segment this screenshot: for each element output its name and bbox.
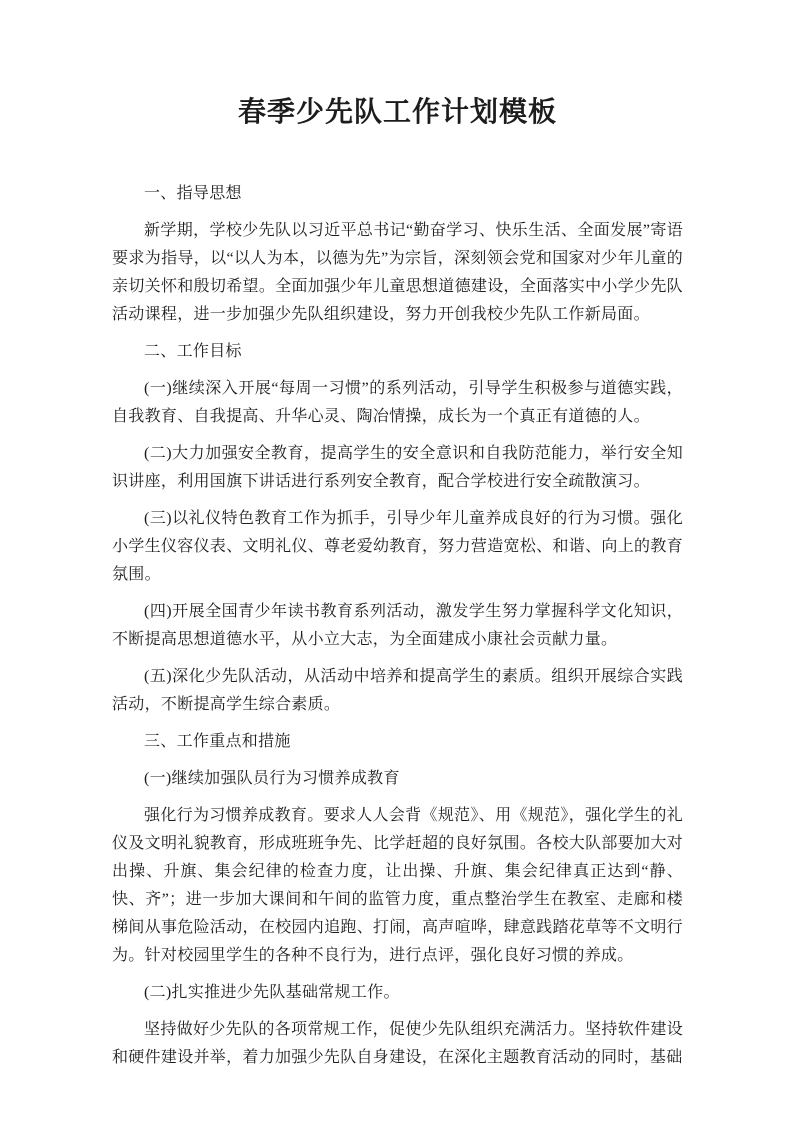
section-work-goals	[112, 338, 683, 719]
section-guiding-ideology	[112, 180, 683, 329]
paragraph-goal-5-activity-quality: (五)深化少先队活动，从活动中培养和提高学生的素质。组织开展综合实践活动，不断提高学生综合素质。	[112, 668, 683, 713]
paragraph-new-semester-intro: 新学期，学校少先队以习近平总书记“勤奋学习、快乐生活、全面发展”寄语要求为指导，以“以人为本，以德为先”为宗旨，深刻领会党和国家对少年儿童的亲切关怀和殷切希望。全面加强少年儿童思想道德建设，全面落实中小学少先队活动课程，进一步加强少先队组织建设，努力开创我校少先队工作新局面。	[112, 222, 683, 323]
paragraph-goal-4-reading-activities: (四)开展全国青少年读书教育系列活动，激发学生努力掌握科学文化知识，不断提高思想道德水平，从小立大志，为全面建成小康社会贡献力量。	[112, 603, 683, 648]
section-heading-key-points-measures: 三、工作重点和措施	[144, 733, 291, 750]
section-key-points-measures	[112, 728, 683, 1072]
document-title: 春季少先队工作计划模板	[237, 97, 557, 128]
paragraph-goal-1-weekly-habit: (一)继续深入开展“每周一习惯”的系列活动，引导学生积极参与道德实践，自我教育、自我提高、升华心灵、陶冶情操，成长为一个真正有道德的人。	[112, 380, 683, 425]
paragraph-measure-2-detail-basic-routine-work: 坚持做好少先队的各项常规工作，促使少先队组织充满活力。坚持软件建设和硬件建设并举，着力加强少先队自身建设，在深化主题教育活动的同时，基础	[112, 1021, 683, 1066]
paragraph-measure-1-detail-behavior-habits: 强化行为习惯养成教育。要求人人会背《规范》、用《规范》，强化学生的礼仪及文明礼貌教育，形成班班争先、比学赶超的良好氛围。各校大队部要加大对出操、升旗、集会纪律的检查力度，让出操、升旗、集会纪律真正达到“静、快、齐”；进一步加大课间和午间的监管力度，重点整治学生在教室、走廊和楼梯间从事危险活动，在校园内追跑、打闹，高声喧哗，肆意践踏花草等不文明行为。针对校园里学生的各种不良行为，进行点评，强化良好习惯的养成。	[112, 807, 683, 964]
paragraph-measure-2-title-basic-routine-work: (二)扎实推进少先队基础常规工作。	[144, 984, 400, 1001]
paragraph-goal-3-etiquette-education: (三)以礼仪特色教育工作为抓手，引导少年儿童养成良好的行为习惯。强化小学生仪容仪表、文明礼仪、尊老爱幼教育，努力营造宽松、和谐、向上的教育氛围。	[112, 510, 683, 583]
section-heading-work-goals: 二、工作目标	[144, 343, 242, 360]
paragraph-goal-2-safety-education: (二)大力加强安全教育，提高学生的安全意识和自我防范能力，举行安全知识讲座，利用国旗下讲话进行系列安全教育，配合学校进行安全疏散演习。	[112, 445, 683, 490]
paragraph-measure-1-title-behavior-habits: (一)继续加强队员行为习惯养成教育	[144, 770, 400, 787]
section-heading-guiding-ideology: 一、指导思想	[144, 185, 242, 202]
